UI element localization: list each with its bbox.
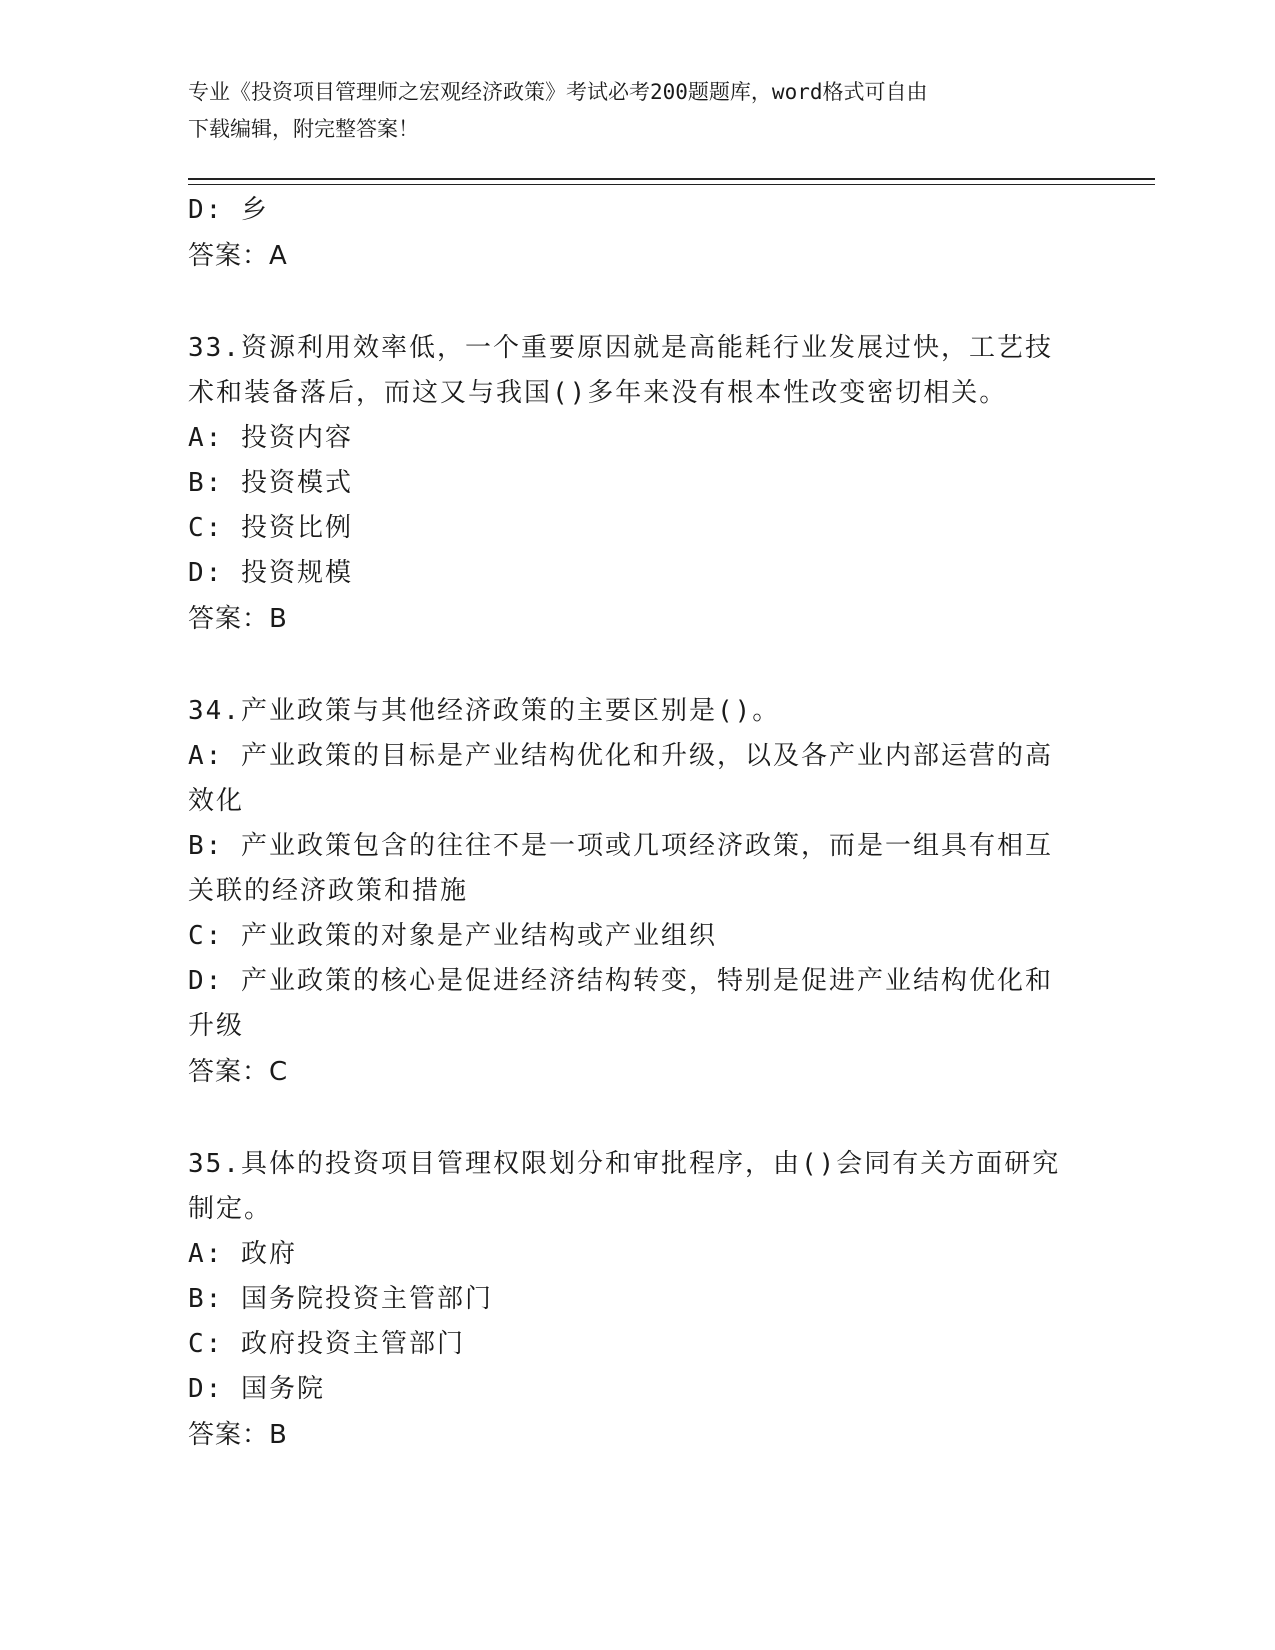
question-stem: 33.资源利用效率低，一个重要原因就是高能耗行业发展过快，工艺技 [188, 333, 1053, 363]
option-a: A: 政府 [188, 1239, 297, 1269]
option-a: A: 投资内容 [188, 423, 353, 453]
header-line-1: 专业《投资项目管理师之宏观经济政策》考试必考200题题库，word格式可自由 [188, 80, 928, 104]
option-c: C: 产业政策的对象是产业结构或产业组织 [188, 921, 717, 951]
option-d: D: 投资规模 [188, 558, 353, 588]
option-c: C: 投资比例 [188, 513, 353, 543]
option-d: D: 国务院 [188, 1374, 325, 1404]
question-stem-cont: 术和装备落后，而这又与我国()多年来没有根本性改变密切相关。 [188, 378, 1008, 408]
option-b: B: 投资模式 [188, 468, 353, 498]
option-a: A: 产业政策的目标是产业结构优化和升级，以及各产业内部运营的高 [188, 741, 1053, 771]
option-a-cont: 效化 [188, 786, 245, 816]
answer: 答案：B [188, 1420, 288, 1450]
header-divider-thin [188, 184, 1155, 185]
question-34 [188, 689, 1078, 1095]
option-c: C: 政府投资主管部门 [188, 1329, 465, 1359]
answer: 答案：B [188, 604, 288, 634]
question-32-tail [188, 188, 1078, 279]
option-d-cont: 升级 [188, 1011, 245, 1041]
question-stem-cont: 制定。 [188, 1194, 273, 1224]
option-b: B: 产业政策包含的往往不是一项或几项经济政策，而是一组具有相互 [188, 831, 1053, 861]
question-list [188, 188, 1078, 1458]
question-stem: 35.具体的投资项目管理权限划分和审批程序，由()会同有关方面研究 [188, 1149, 1061, 1179]
answer: 答案：C [188, 1057, 289, 1087]
question-35 [188, 1142, 1078, 1458]
question-33 [188, 326, 1078, 642]
answer: 答案：A [188, 241, 288, 271]
header-divider-thick [188, 178, 1155, 180]
question-stem: 34.产业政策与其他经济政策的主要区别是()。 [188, 696, 781, 726]
header-line-2: 下载编辑，附完整答案！ [188, 117, 419, 141]
option-d: D: 乡 [188, 195, 269, 225]
document-header [188, 74, 1088, 148]
option-b-cont: 关联的经济政策和措施 [188, 876, 469, 906]
option-b: B: 国务院投资主管部门 [188, 1284, 493, 1314]
option-d: D: 产业政策的核心是促进经济结构转变，特别是促进产业结构优化和 [188, 966, 1053, 996]
